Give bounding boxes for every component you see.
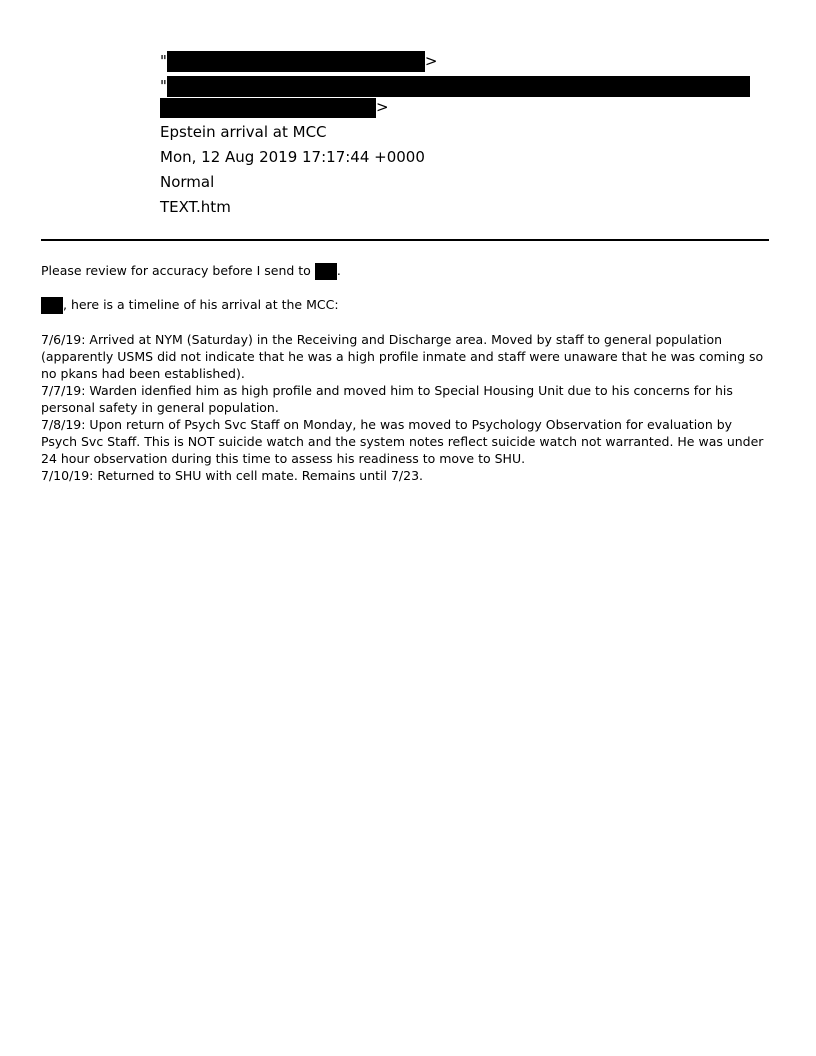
timeline <box>41 331 771 484</box>
to-value-continued <box>160 96 389 118</box>
timeline-entry: 7/7/19: Warden idenfied him as high profile and moved him to Special Housing Unit due to his concerns for his personal safety in general population. <box>41 383 733 415</box>
redaction-block <box>41 297 63 314</box>
greeting-paragraph <box>41 296 771 314</box>
timeline-entry: 7/10/19: Returned to SHU with cell mate. Remains until 7/23. <box>41 468 424 483</box>
intro-paragraph <box>41 262 771 280</box>
to-value <box>160 75 750 97</box>
from-quote: " <box>160 52 167 70</box>
intro-period: . <box>336 263 341 278</box>
intro-line <box>41 262 771 280</box>
intro-text: Please review for accuracy before I send to <box>41 263 311 278</box>
redaction-block <box>167 51 425 72</box>
redaction-block <box>160 98 376 118</box>
to-quote: " <box>160 77 167 95</box>
timeline-entry: 7/6/19: Arrived at NYM (Saturday) in the Receiving and Discharge area. Moved by staff to general population (apparently USMS did not indicate that he was a high profile inmate and staff were unaware that he was coming so no pkans had been established). <box>41 332 764 381</box>
from-bracket: > <box>424 52 438 70</box>
greeting-text: , here is a timeline of his arrival at the MCC: <box>63 297 339 312</box>
subject-value: Epstein arrival at MCC <box>160 123 327 141</box>
redaction-block <box>167 76 750 97</box>
date-value: Mon, 12 Aug 2019 17:17:44 +0000 <box>160 148 425 166</box>
to-bracket: > <box>376 98 389 116</box>
from-value <box>160 50 437 72</box>
timeline-entry: 7/8/19: Upon return of Psych Svc Staff on Monday, he was moved to Psychology Observation for evaluation by Psych Svc Staff. This is NOT suicide watch and the system notes reflect suicide watch not warranted. He was under 24 hour observation during this time to assess his readiness to move to SHU. <box>41 417 764 466</box>
redaction-block <box>315 263 337 280</box>
attachments-value: TEXT.htm <box>160 198 231 216</box>
greeting-line <box>41 296 771 314</box>
header-divider <box>41 239 769 241</box>
importance-value: Normal <box>160 173 215 191</box>
